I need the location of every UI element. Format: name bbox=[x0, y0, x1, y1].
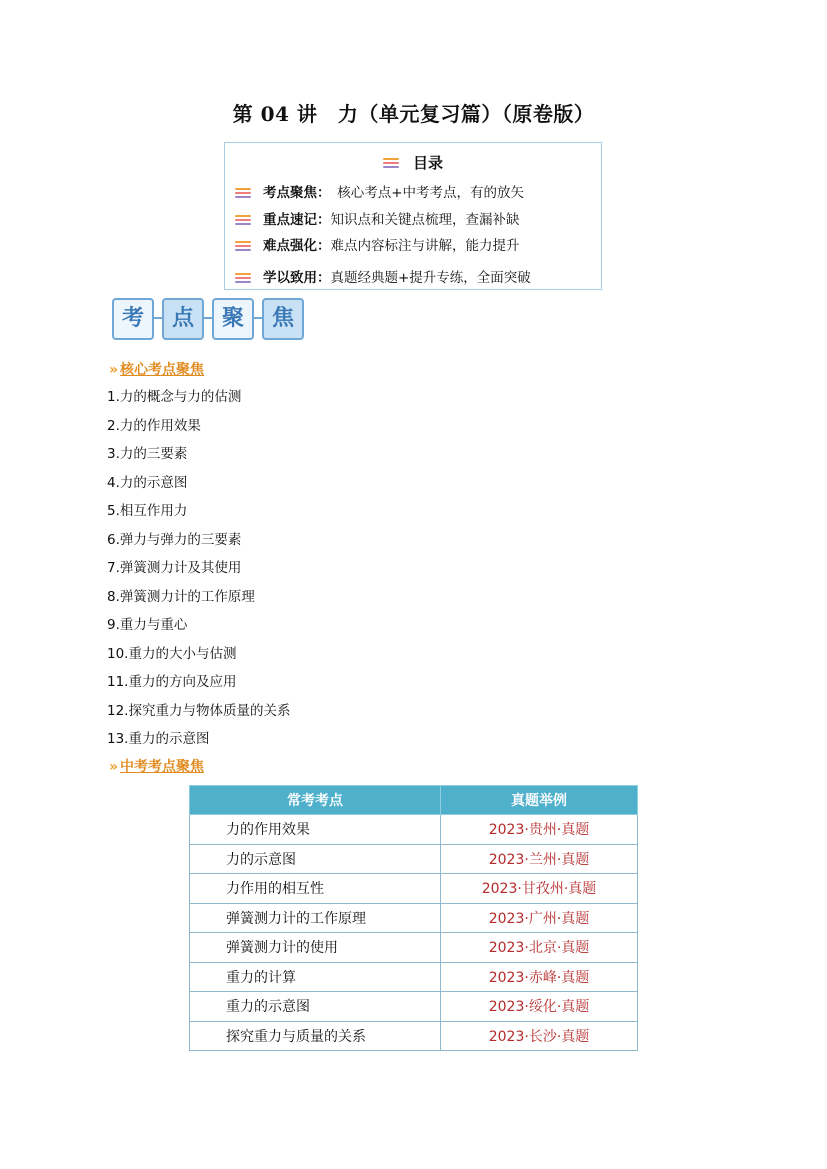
table-cell-point: 弹簧测力计的使用 bbox=[190, 933, 441, 963]
toc-row-label: 难点强化： bbox=[263, 238, 331, 254]
page-title: 第 04 讲 力（单元复习篇）（原卷版） bbox=[232, 102, 595, 126]
column-header: 常考考点 bbox=[190, 786, 441, 815]
table-cell-point: 弹簧测力计的工作原理 bbox=[190, 903, 441, 933]
section-heading-exam bbox=[109, 756, 204, 776]
table-header-row bbox=[190, 786, 638, 815]
list-item: 9.重力与重心 bbox=[107, 617, 188, 633]
table-of-contents bbox=[224, 142, 602, 290]
list-icon bbox=[383, 158, 399, 169]
table-cell-point: 力作用的相互性 bbox=[190, 874, 441, 904]
list-item: 7.弹簧测力计及其使用 bbox=[107, 560, 242, 576]
toc-row-label: 考点聚焦： bbox=[263, 185, 324, 201]
list-item: 4.力的示意图 bbox=[107, 474, 188, 491]
section-heading-core bbox=[109, 359, 204, 379]
list-item: 13.重力的示意图 bbox=[107, 731, 210, 747]
section-heading-text: 中考考点聚焦 bbox=[120, 759, 205, 775]
list-item: 1.力的概念与力的估测 bbox=[107, 389, 242, 405]
badge-dian: 点 bbox=[162, 298, 204, 340]
list-item: 10.重力的大小与估测 bbox=[107, 645, 237, 662]
toc-row-desc: 核心考点+中考考点，有的放矢 bbox=[323, 185, 525, 201]
badge-jiao: 焦 bbox=[262, 298, 304, 340]
table-row bbox=[190, 815, 638, 845]
table-row bbox=[190, 933, 638, 963]
list-item: 3.力的三要素 bbox=[107, 446, 188, 462]
table-cell-example: 2023·北京·真题 bbox=[441, 933, 638, 963]
table-cell-example: 2023·广州·真题 bbox=[441, 903, 638, 933]
list-item: 6.弹力与弹力的三要素 bbox=[107, 531, 242, 548]
table-cell-point: 力的作用效果 bbox=[190, 815, 441, 845]
table-row bbox=[190, 903, 638, 933]
list-item: 2.力的作用效果 bbox=[107, 417, 201, 434]
table-cell-example: 2023·甘孜州·真题 bbox=[441, 874, 638, 904]
toc-row-label: 学以致用： bbox=[263, 270, 331, 286]
badge-connector bbox=[254, 317, 262, 319]
core-points-list bbox=[107, 386, 290, 757]
toc-row bbox=[235, 208, 520, 228]
list-icon bbox=[235, 241, 251, 252]
table-row bbox=[190, 844, 638, 874]
badge-connector bbox=[204, 317, 212, 319]
table-row bbox=[190, 962, 638, 992]
list-item: 11.重力的方向及应用 bbox=[107, 674, 237, 690]
toc-row-desc: 真题经典题+提升专练，全面突破 bbox=[330, 270, 531, 286]
toc-row-desc: 难点内容标注与讲解，能力提升 bbox=[330, 238, 520, 254]
list-item: 12.探究重力与物体质量的关系 bbox=[107, 702, 291, 719]
double-chevron-icon: » bbox=[109, 362, 119, 378]
column-header: 真题举例 bbox=[441, 786, 638, 815]
double-chevron-icon: » bbox=[109, 759, 119, 775]
list-item: 5.相互作用力 bbox=[107, 503, 188, 519]
section-heading-text: 核心考点聚焦 bbox=[120, 362, 205, 378]
exam-points-table bbox=[189, 785, 638, 1051]
toc-row-label: 重点速记： bbox=[263, 212, 331, 228]
list-icon bbox=[235, 215, 251, 226]
list-item: 8.弹簧测力计的工作原理 bbox=[107, 588, 255, 605]
toc-row bbox=[235, 234, 520, 254]
toc-heading-row bbox=[225, 152, 601, 173]
list-icon bbox=[235, 273, 251, 284]
table-row bbox=[190, 992, 638, 1022]
table-cell-point: 力的示意图 bbox=[190, 844, 441, 874]
toc-row bbox=[235, 266, 531, 286]
table-cell-point: 探究重力与质量的关系 bbox=[190, 1021, 441, 1051]
table-cell-example: 2023·长沙·真题 bbox=[441, 1021, 638, 1051]
table-cell-example: 2023·赤峰·真题 bbox=[441, 962, 638, 992]
badge-kao: 考 bbox=[112, 298, 154, 340]
table-row bbox=[190, 874, 638, 904]
toc-heading: 目录 bbox=[412, 154, 443, 172]
badge-ju: 聚 bbox=[212, 298, 254, 340]
table-cell-example: 2023·贵州·真题 bbox=[441, 815, 638, 845]
toc-row bbox=[235, 181, 524, 201]
toc-row-desc: 知识点和关键点梳理，查漏补缺 bbox=[330, 212, 520, 228]
list-icon bbox=[235, 188, 251, 199]
table-cell-point: 重力的示意图 bbox=[190, 992, 441, 1022]
table-cell-example: 2023·兰州·真题 bbox=[441, 844, 638, 874]
table-cell-example: 2023·绥化·真题 bbox=[441, 992, 638, 1022]
table-row bbox=[190, 1021, 638, 1051]
badge-connector bbox=[154, 317, 162, 319]
table-cell-point: 重力的计算 bbox=[190, 962, 441, 992]
